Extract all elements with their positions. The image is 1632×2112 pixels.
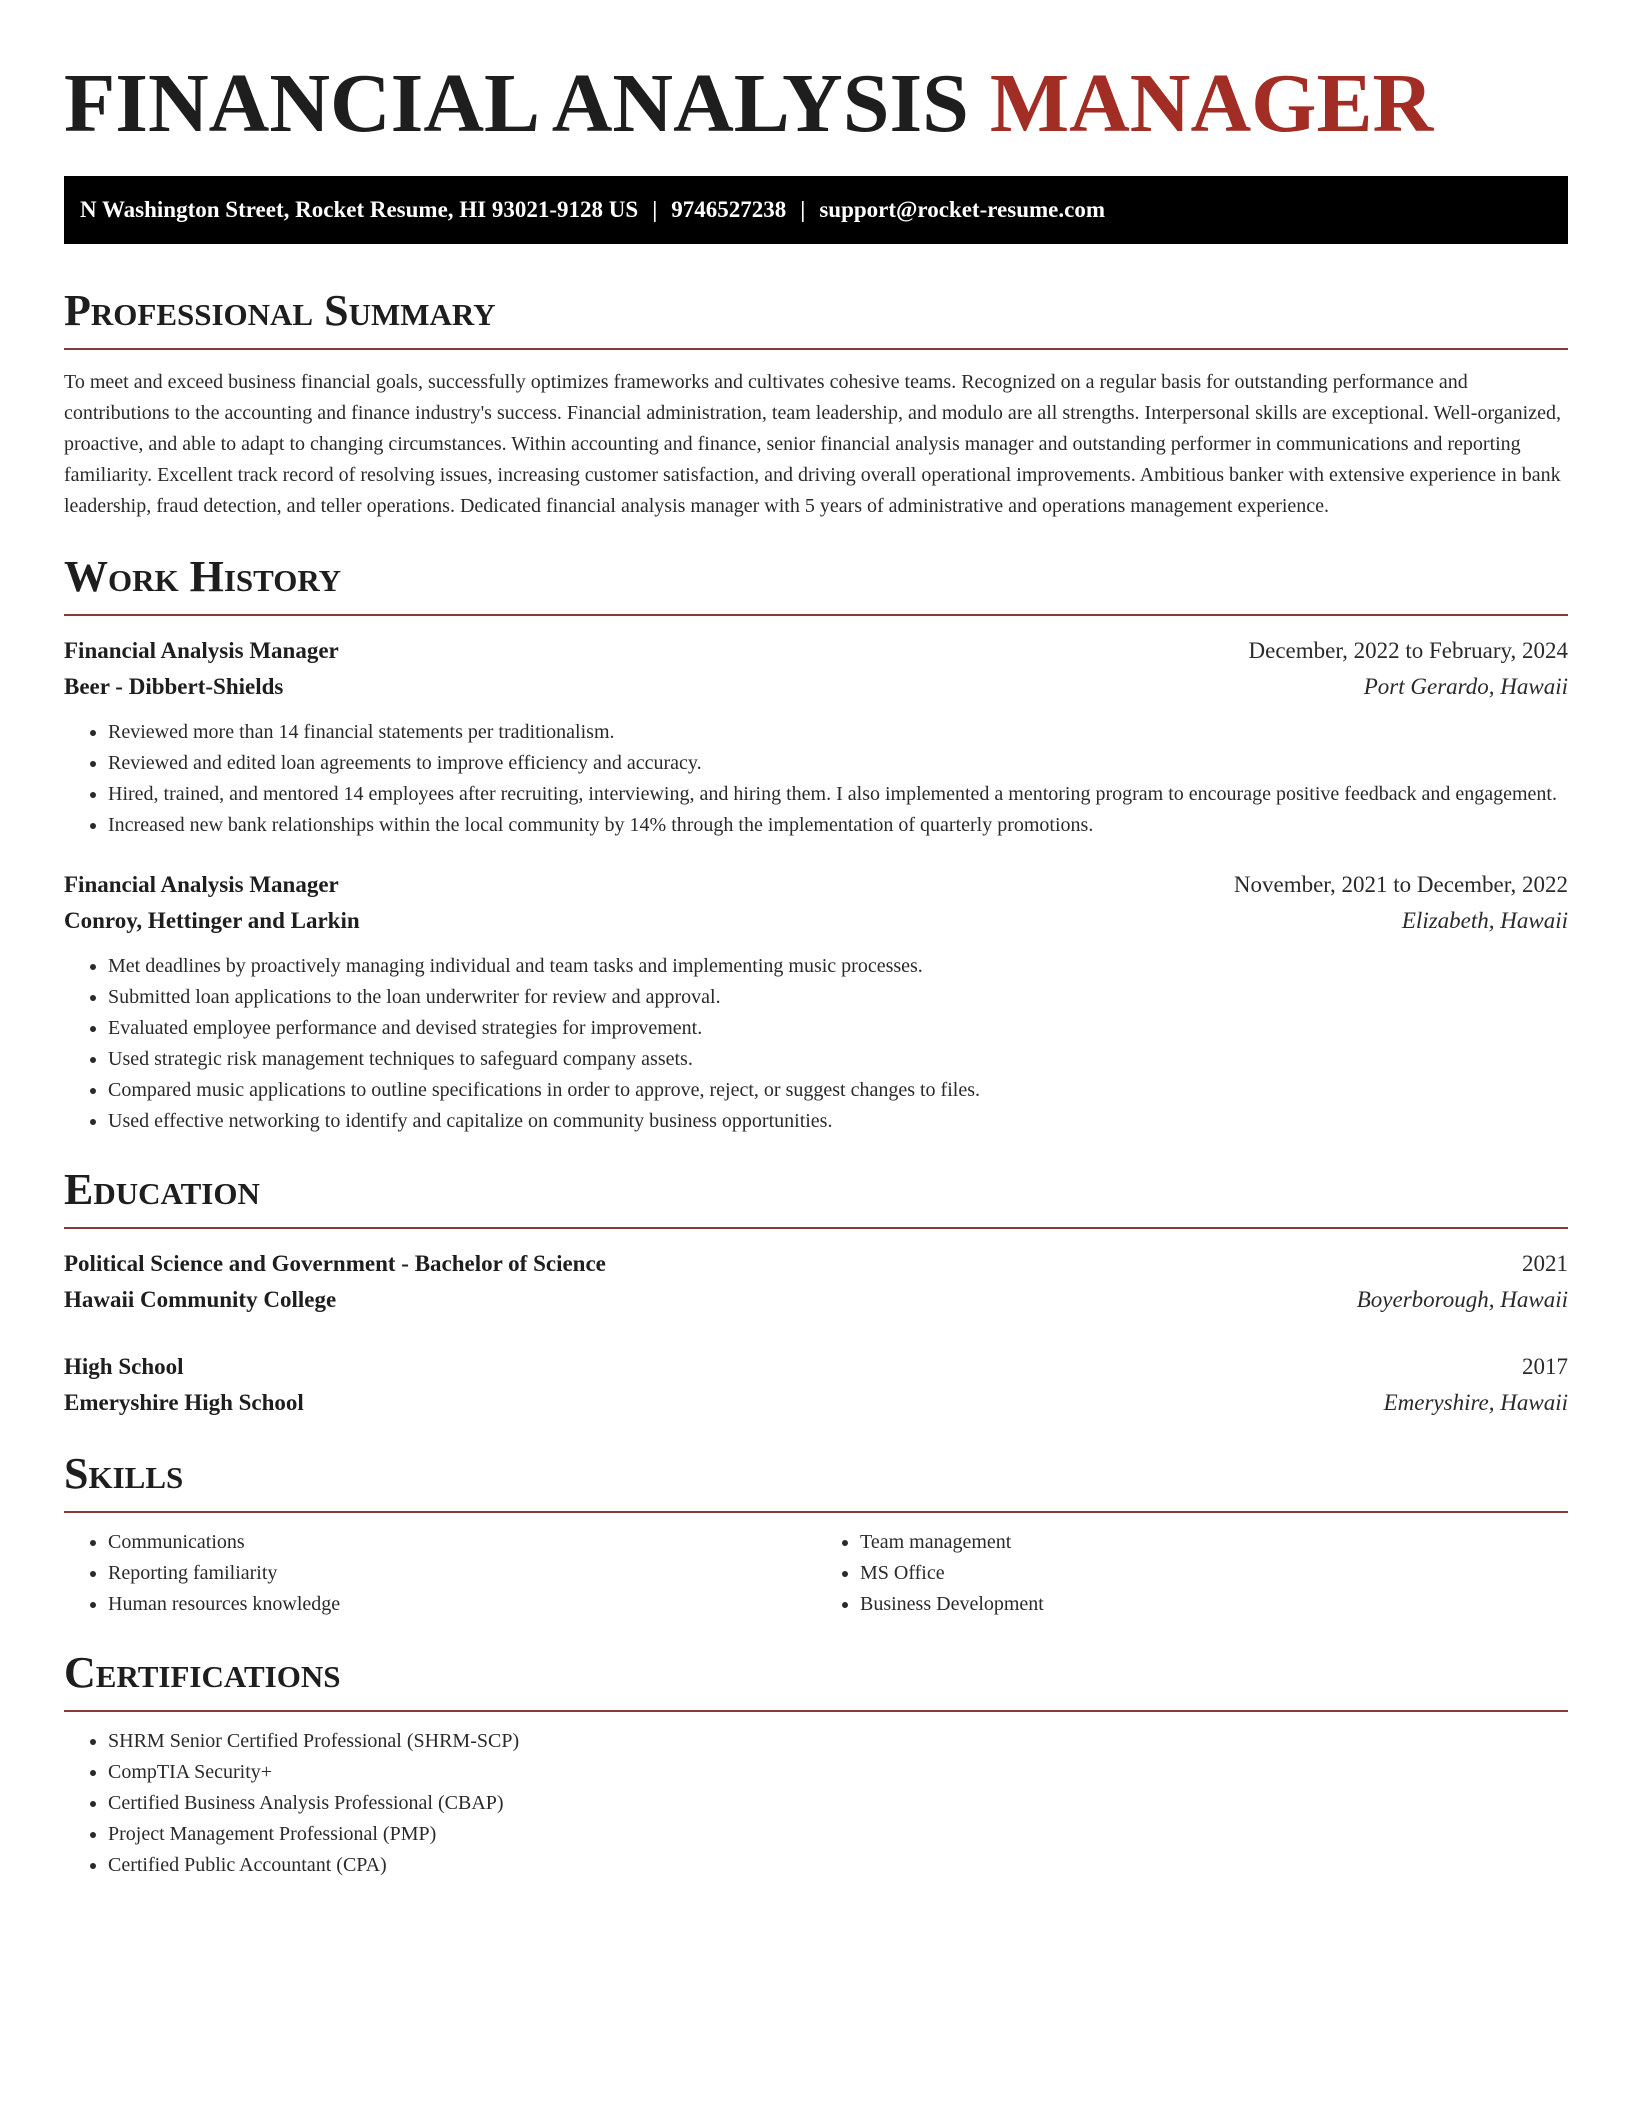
certification-item: • CompTIA Security+ (108, 1757, 1568, 1788)
job-location: Elizabeth, Hawaii (1401, 908, 1568, 933)
education-section (64, 1163, 1568, 1421)
certifications-list (64, 1726, 1568, 1881)
job-bullet: • Compared music applications to outline specifications in order to approve, reject, or suggest changes to files. (108, 1075, 1568, 1106)
name-accent: MANAGER (989, 57, 1434, 150)
skill-item: • Communications (108, 1527, 816, 1558)
education-degree: Political Science and Government - Bachelor of Science (64, 1251, 606, 1276)
job-bullets (64, 717, 1568, 841)
job-bullet: • Reviewed and edited loan agreements to improve efficiency and accuracy. (108, 748, 1568, 779)
education-year: 2017 (1522, 1354, 1568, 1379)
summary-section (64, 284, 1568, 522)
education-header (64, 1349, 1568, 1385)
skill-item: • Reporting familiarity (108, 1558, 816, 1589)
job-bullet: • Reviewed more than 14 financial statements per traditionalism. (108, 717, 1568, 748)
job-bullet: • Used strategic risk management techniques to safeguard company assets. (108, 1044, 1568, 1075)
section-divider (64, 1227, 1568, 1229)
skill-item: • Human resources knowledge (108, 1589, 816, 1620)
education-location: Boyerborough, Hawaii (1356, 1287, 1568, 1312)
skills-column-left (64, 1527, 816, 1620)
section-title-summary: Professional Summary (64, 286, 496, 335)
education-school: Hawaii Community College (64, 1287, 337, 1312)
education-subheader (64, 1282, 1568, 1318)
resume-name (64, 56, 1568, 152)
job-bullet: • Increased new bank relationships within the local community by 14% through the implementation of quarterly promotions. (108, 810, 1568, 841)
education-entry (64, 1349, 1568, 1421)
job-role: Financial Analysis Manager (64, 872, 339, 897)
work-section (64, 550, 1568, 1137)
section-divider (64, 1511, 1568, 1513)
job-subheader (64, 903, 1568, 939)
education-year: 2021 (1522, 1251, 1568, 1276)
summary-text: To meet and exceed business financial goals, successfully optimizes frameworks and cultivates cohesive teams. Recognized on a regular basis for outstanding performance and contributions to the accounting and finance industry's success. Financial administration, team leadership, and modulo are all strengths. Interpersonal skills are exceptional. Well-organized, proactive, and able to adapt to changing circumstances. Within accounting and finance, senior financial analysis manager and outstanding performer in communications and reporting familiarity. Excellent track record of resolving issues, increasing customer satisfaction, and driving overall operational improvements. Ambitious banker with extensive experience in bank leadership, fraud detection, and teller operations. Dedicated financial analysis manager with 5 years of administrative and operations management experience. (64, 371, 1561, 517)
education-header (64, 1246, 1568, 1282)
section-divider (64, 1710, 1568, 1712)
job-company: Beer - Dibbert-Shields (64, 674, 284, 699)
job-company: Conroy, Hettinger and Larkin (64, 908, 360, 933)
skill-item: • Team management (860, 1527, 1568, 1558)
job-bullet: • Submitted loan applications to the loan underwriter for review and approval. (108, 982, 1568, 1013)
certifications-section (64, 1646, 1568, 1881)
contact-bar (64, 176, 1568, 244)
skills-grid (64, 1527, 1568, 1620)
contact-email[interactable]: support@rocket-resume.com (819, 197, 1105, 222)
job-entry (64, 867, 1568, 1137)
section-title-work: Work History (64, 552, 342, 601)
job-dates: November, 2021 to December, 2022 (1233, 872, 1568, 897)
job-bullets (64, 951, 1568, 1137)
skills-column-right (816, 1527, 1568, 1620)
job-header (64, 633, 1568, 669)
certification-item: • SHRM Senior Certified Professional (SHRM-SCP) (108, 1726, 1568, 1757)
job-entry (64, 633, 1568, 841)
name-primary: FINANCIAL ANALYSIS (64, 57, 969, 150)
job-dates: December, 2022 to February, 2024 (1248, 638, 1568, 663)
contact-address: N Washington Street, Rocket Resume, HI 93021-9128 US (80, 197, 639, 222)
section-divider (64, 348, 1568, 350)
job-role: Financial Analysis Manager (64, 638, 339, 663)
education-school: Emeryshire High School (64, 1390, 304, 1415)
resume-page (64, 0, 1568, 1881)
section-title-skills: Skills (64, 1449, 184, 1498)
education-degree: High School (64, 1354, 184, 1379)
certification-item: • Certified Public Accountant (CPA) (108, 1850, 1568, 1881)
skill-item: • MS Office (860, 1558, 1568, 1589)
contact-separator: | (652, 197, 658, 222)
education-location: Emeryshire, Hawaii (1383, 1390, 1568, 1415)
skills-section (64, 1447, 1568, 1620)
contact-phone[interactable]: 9746527238 (671, 197, 787, 222)
job-bullet: • Hired, trained, and mentored 14 employees after recruiting, interviewing, and hiring them. I also implemented a mentoring program to encourage positive feedback and engagement. (108, 779, 1568, 810)
job-header (64, 867, 1568, 903)
section-divider (64, 614, 1568, 616)
section-title-education: Education (64, 1165, 260, 1214)
job-bullet: • Evaluated employee performance and devised strategies for improvement. (108, 1013, 1568, 1044)
education-subheader (64, 1385, 1568, 1421)
job-bullet: • Met deadlines by proactively managing individual and team tasks and implementing music processes. (108, 951, 1568, 982)
certification-item: • Certified Business Analysis Professional (CBAP) (108, 1788, 1568, 1819)
job-location: Port Gerardo, Hawaii (1363, 674, 1568, 699)
certification-item: • Project Management Professional (PMP) (108, 1819, 1568, 1850)
job-subheader (64, 669, 1568, 705)
education-entry (64, 1246, 1568, 1318)
job-bullet: • Used effective networking to identify and capitalize on community business opportunities. (108, 1106, 1568, 1137)
section-title-certifications: Certifications (64, 1648, 341, 1697)
contact-separator: | (800, 197, 806, 222)
skill-item: • Business Development (860, 1589, 1568, 1620)
